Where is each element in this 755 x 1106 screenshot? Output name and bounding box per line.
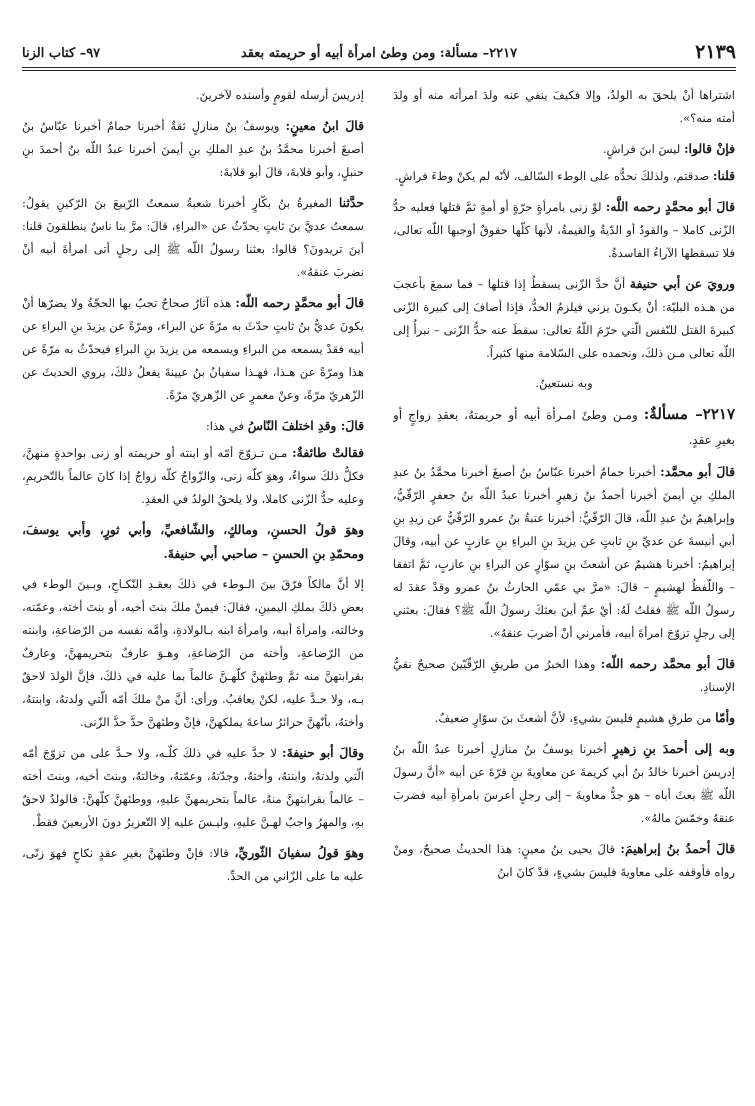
page-number: ٢١٣٩ [695, 41, 736, 63]
book-title: ٩٧– كتاب الزنا [22, 46, 101, 61]
page-header [22, 40, 736, 70]
paragraph: قالَ أحمدُ بنُ إبراهيمَ: قالَ يحيى بنُ معينٍ: هذا الحديثُ صحيحٌ، ومنْ رواه فأوقفه على معاويةَ فليسَ بشيءٍ، قدْ كانَ ابنُ [393, 841, 735, 879]
paragraph: وقالَ أبو حنيفةَ: لا حدَّ عليه في ذلكَ كلّـه، ولا حـدَّ على من تزوّجَ أمّه الّتي ولدتهُ، وابنتهُ، وأختهُ، وجدّتهُ، وعمّتهُ، وخالتهُ، وبنتَ أخيه، وبنتَ أخته – عالماً بقرابتهنَّ منهُ، عالماً بتحريمهنَّ عليهِ، ووطئهنَّ كلّهنَّ: فالولدُ لاحقٌ بهِ، والمهرُ واجبٌ لهـنَّ عليهِ، وليـسَ عليه إلا التّعزيرُ دونَ الأربعينَ فقطْ. [22, 745, 364, 829]
paragraph: قالَ ابنُ معينٍ: ويوسفُ بنُ منازلٍ ثقةٌ أخبرنا حمامٌ أخبرنا عبّاسُ بنُ أصبغَ أخبرنا محمَّدُ بنُ عبدِ الملكِ بنِ أيمنَ أخبرنا عبدُ اللّه بنُ أحمدَ بنِ حنبلٍ، وأبو قلابةَ، قالَ أبو قلابةَ: [22, 118, 364, 179]
paragraph: اشتراها أنْ يلحقَ به الولدُ، وإلا فكيفَ ينفي عنه ولدَ امرأته منه أو ولدَ أمته منه؟». [393, 88, 735, 125]
paragraph: ورويَ عن أبي حنيفة أنَّ حدَّ الزّنى يسقطُ إذا قتلها – فما سمعَ بأعجبَ من هـذه البليّة: أنْ يكـونَ يزني فيلزمُ الحدُّ، فإذا أضافَ إلى كبيرة الزّنى كبيرةَ القتل للنّفس الّتي حرّمَ اللّهُ تعالى: سقطَ عنه حدُّ الزّنى – نبرأُ إلى اللّه تعالى مـن ذلكَ، ونحمده على السّلامة منها كثيراً. [393, 276, 735, 360]
paragraph: إلا أنَّ مالكاً فرّقَ بينَ الـوطء في ذلكَ بعقـدِ النّكـاحِ، وبـينَ الوطء في بعضِ ذلكَ بملكِ اليمينِ، فقالَ: فيمنْ ملكَ بنتَ أخيه، أو بنتَ أخته، وعمّته، وخالته، وامرأةَ أبيه، وامرأةَ ابنه بـالولادةِ، وأمَّه نفسه من الرّضاعةِ، وابنته من الرّضاعةِ، وأخته من الرّضاعةِ، وهـوَ عارفٌ بتحريمهنَّ، وعارفٌ بقرابتهنَّ منه ثمَّ وطئهنَّ كلّهـنَّ عالماً بما عليه في ذلكَ، فإنَّ الولدَ لاحقٌ بـه، ولا حـدَّ عليه، لكنْ يعاقبُ. ورأى: أنَّ منْ ملكَ أمّه الّتي ولدتهُ، وابنتهُ، وأختهُ، بأنّهنَّ حرائرُ ساعةَ يملكهنَّ، فإنْ وطئهنَّ حدَّ حدَّ الزّنى. [22, 577, 364, 729]
masala-heading: ٢٢١٧– مسألةٌ: ومـن وطئَ امـرأة أبيه أو حريمتهُ، بعقدِ زواجٍ أو بغيرِ عقدٍ. [393, 405, 735, 447]
paragraph: وهوَ قولُ سفيانَ الثّوريِّ، قالا: فإنْ وطئهنَّ بغيرِ عقدٍ نكاحٍ فهوَ زنًى، عليه ما على الزّاني من الحدِّ. [22, 845, 364, 883]
paragraph: قالَ أبو محمَّدٍ رحمه اللّه: هذه آثارٌ صحاحٌ تجبُ بها الحجّةُ ولا يضرّها أنْ يكونَ عديُّ بنُ ثابتٍ حدّثَ به مرّةً عن البراء، ومرّةً عن يزيدَ بنِ البراءِ عن أبيه فقدْ يسمعه من البراءِ ويسمعه من يزيدَ بنِ البراءِ فيحدّثُ به مرّةً عن هذا ومرّةً عن هـذا، فهـذا سفيانُ بنُ عيينةَ يفعلُ ذلكَ، يروي الحديثَ عن الزّهريّ مرّةً، وعنْ معمرٍ عن الزّهريّ مرّةً. [22, 295, 364, 402]
paragraph: وبه إلى أحمدَ بنِ زهيرٍ أخبرنا يوسفُ بنُ منازلٍ أخبرنا عبدُ اللّه بنُ إدريسَ أخبرنا خالدُ بنُ أبي كريمةَ عن معاويةَ بنِ قرّةَ عن أبيه «أنَّ رسولَ اللّه ﷺ بعثَ أباه – هو جدُّ معاويةَ – إلى رجلٍ أعرسَ بامرأةِ أبيه فضربَ عنقهُ وخمّسَ مالهُ». [393, 741, 735, 825]
paragraph: قلنا: صدقتم، ولذلكَ نحدُّه على الوطء السّالف، لأنّه لم يكنْ وطءَ فراشٍ. [394, 168, 735, 183]
paragraph: فإنْ قالوا: ليسَ ابنَ فراشٍ. [602, 141, 735, 156]
paragraph: إدريسَ أرسله لقومٍ وأسنده لآخرينَ. [196, 88, 364, 102]
paragraph: قالَ: وقدِ اختلفَ النّاسُ في هذا: [205, 418, 364, 433]
left-column [22, 84, 364, 1094]
right-column [393, 84, 735, 1094]
paragraph: حدَّثنا المغيرةُ بنُ بكّارٍ أخبرنا شعبةُ سمعتُ الرّبيعَ بنَ الرّكينِ يقولُ: سمعتُ عديَّ بنَ ثابتٍ يحدّثُ عن «البراءِ، قالَ: مرَّ بنا ناسٌ ينطلقونَ قلنا: أينَ تريدونَ؟ قالوا: بعثنا رسولُ اللّه ﷺ إلى رجلٍ أتى امرأةَ أبيه أنْ نضربَ عنقهُ». [22, 195, 364, 279]
paragraph: قالَ أبو محمَّدٍ رحمه اللَّه: لوْ زنى بامرأةٍ حرّةٍ أو أمةٍ ثمَّ قتلها فعليه حدُّ الزّنى كاملا – والقودُ أو الدّيةُ والقيمةُ، لأنها كلّها حقوقٌ أوجبها اللّه تعالى، فلا تسقطها الآراءُ الفاسدةُ. [393, 199, 735, 260]
header-rule-thin [22, 70, 736, 71]
closing-line: وبه نستعينُ. [535, 376, 593, 390]
paragraph: وهوَ قولُ الحسنِ، ومالكٍ، والشّافعيِّ، وأبي ثورٍ، وأبي يوسفَ، ومحمّدِ بنِ الحسنِ – صاحبي أبي حنيفةَ. [22, 522, 364, 561]
paragraph: قالَ أبو محمَّد رحمه اللّه: وهذا الخبرُ من طريقِ الرّقّيّينَ صحيحٌ نقيُّ الإسنادِ. [393, 656, 735, 694]
running-title: ٢٢١٧– مسألة: ومن وطئ امرأة أبيه أو حريمته بعقد [240, 46, 518, 61]
paragraph: وأمّا من طرقِ هشيمٍ فليسَ بشيءٍ، لأنَّ أشعثَ بنَ سوّارٍ ضعيفٌ. [434, 710, 735, 725]
paragraph: فقالتْ طائفةٌ: مـن تـزوّجَ أمّه أو ابنته أو حريمته أو زنى بواحدةٍ منهنَّ، فكلُّ ذلكَ سواءٌ، وهوَ كلّه زنى، والزّواجُ كلّه زواجٌ إذا كانَ عالماً بالتّحريمِ، وعليه حدُّ الزّنى كاملا، ولا يلحقُ الولدُ في العقدِ. [22, 445, 364, 506]
header-rule [22, 67, 736, 68]
paragraph: قالَ أبو محمَّد: أخبرنا حمامٌ أخبرنا عبّاسُ بنُ أصبغَ أخبرنا محمَّدُ بنُ عبدِ الملكِ بنِ أيمنَ أخبرنا أحمدُ بنُ زهيرٍ أخبرنا عبدُ اللّه بنُ جعفرٍ الرّقّيُّ، وإبراهيمُ بنُ عبدِ اللّه، قالَ الرّقّيُّ: أخبرنا عتبةُ بنُ عمرو الرّقّيُّ عن زيدِ بنِ أبي أنيسةَ عن عديِّ بنِ ثابتٍ عن يزيدَ بنِ البراءِ بنِ عازبٍ عن أبيه، وقالَ إبراهيمُ: أخبرنا هشيمٌ عن أشعثَ بنِ سوّارٍ عن البراءِ بنِ عازبٍ، ثمَّ اتفقا – واللّفظُ لهشيمٍ – قالَ: «مرَّ بي عمّي الحارثُ بنُ عمرو وقدْ عقدَ له رسولُ اللّه ﷺ فقلتُ لَهُ: أيْ عمِّ أينَ بعثكَ رسولُ اللّه ﷺ؟ فقالَ: بعثني إلى رجلٍ تزوّجَ امرأةَ أبيه، فأمرني أنْ أضربَ عنقهُ». [393, 464, 735, 640]
